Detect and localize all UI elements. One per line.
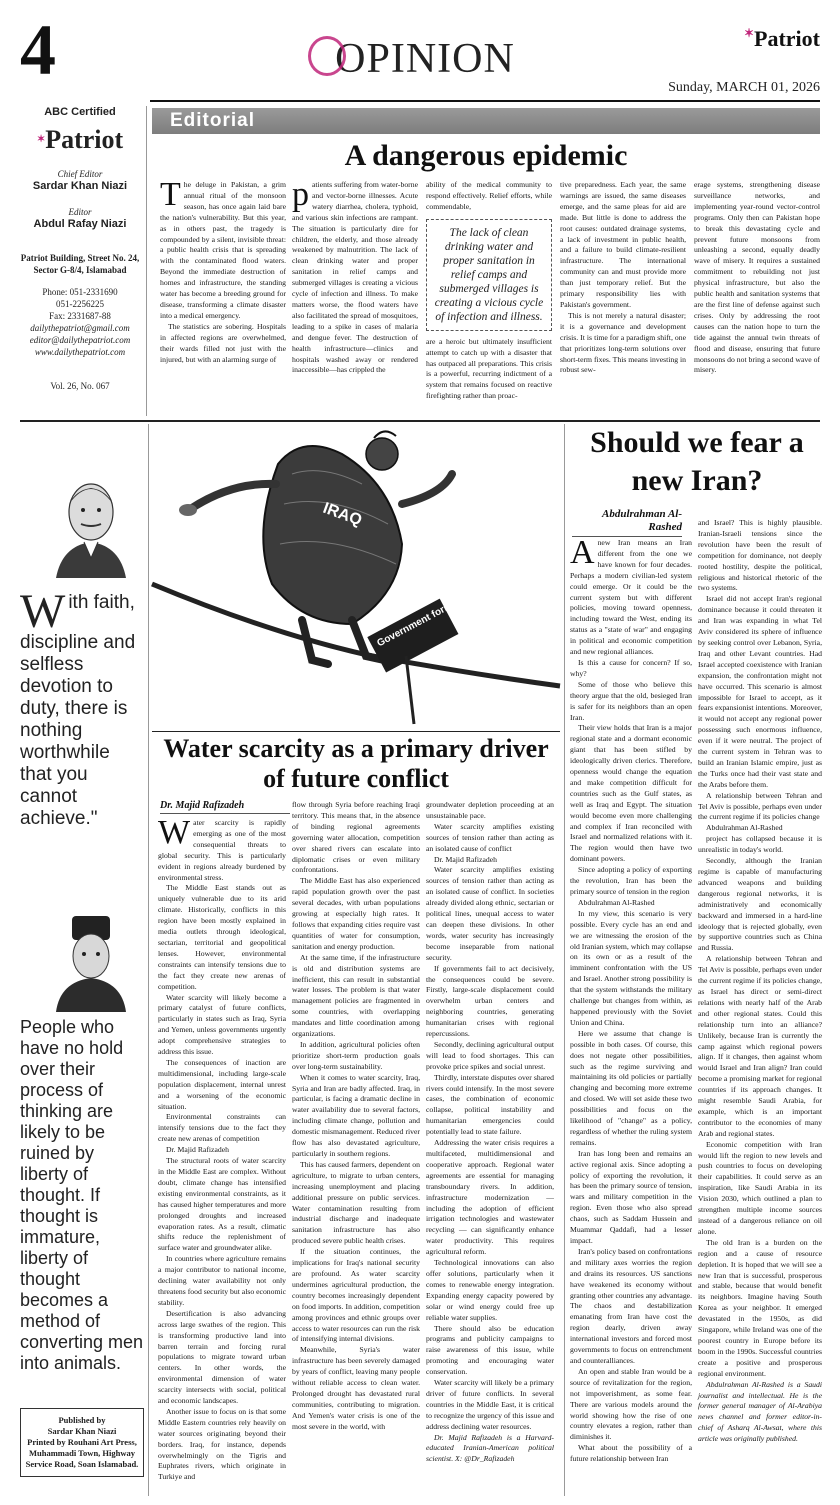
paragraph: When it comes to water scarcity, Iraq, Syria and Iran are badly affected. Iraq, in particular, is facing a dramatic decline in water availability due to several factors, including climate change, pollution and domestic mismanagement. Reduced river flow has also devastated agriculture, particularly in southern regions. (292, 1072, 420, 1158)
paragraph: The consequences of inaction are multidimensional, including large-scale population displacement, internal unrest and a worsening of the economic situation. (158, 1057, 286, 1111)
iran-col-2 (698, 518, 822, 1498)
paragraph: groundwater depletion proceeding at an unsustainable pace. (426, 800, 554, 820)
paragraph: Dr. Majid Rafizadeh (166, 1145, 229, 1155)
brand-mark-icon: ✶ (36, 134, 46, 145)
email1[interactable]: dailythepatriot@gmail.com (30, 323, 130, 333)
column-rule (564, 424, 565, 1496)
water-col-2 (292, 800, 420, 1498)
paragraph: Abdulrahman Al-Rashed (578, 897, 655, 907)
paragraph: In countries where agriculture remains a major contributor to national income, declining water availability not only threatens food security but also economic stability. (158, 1254, 286, 1307)
paragraph: and Israel? This is highly plausible. Iranian-Israeli tensions since the revolution have been the result of competition for dominance, not deeply rooted hostility, despite the political, religious and historical rhetoric of the two systems. (698, 518, 822, 593)
phone: Phone: 051-2331690 (42, 287, 118, 297)
paragraph: What about the possibility of a future relationship between Iran (570, 1443, 692, 1464)
paragraph: Here we assume that change is possible in both cases. Of course, this does not negate other possibilities, such as the regime surviving and maintaining its old policies or partially changing and becoming more extreme and closed. We will set aside these two possibilities and focus on the likelihood of "change" as a policy, regardless of whether the ruling system remains. (570, 1028, 692, 1147)
water-col-1 (158, 814, 286, 1498)
paragraph: Abdulrahman Al-Rashed (706, 823, 783, 833)
printer-info: Printed by Rouhani Art Press, Muhammadi Town, Highway Service Road, Soan Islamabad. (25, 1437, 139, 1469)
editorial-label (152, 108, 820, 134)
editorial-col-2 (292, 176, 418, 416)
paragraph: The Middle East stands out as uniquely vulnerable due to its arid climate. Historically, conflicts in this region have been mostly explained in media outlets through ideological, sectarian, territorial and geopolitical lenses. However, environmental constraints can intensify tensions due to the fact they create new arenas of competition. (158, 883, 286, 991)
paragraph: If the situation continues, the implications for Iraq's national security are profound. As water scarcity undermines agricultural production, the country becomes increasingly dependent on food imports. In addition, competition among provinces and ethnic groups over access to water resources can run the risk of intensifying internal divisions. (292, 1247, 420, 1344)
email2[interactable]: editor@dailythepatriot.com (29, 335, 131, 345)
water-author-bio: Dr. Majid Rafizadeh is a Harvard-educated Iranian-American political scientist. X: @Dr_Rafizadeh (426, 1432, 554, 1464)
paragraph: Economic competition with Iran would lift the region to new levels and push countries to focus on developing their capabilities. It could serve as an inspiration, like Saudi Arabia in its Vision 2030, which outlined a plan to strengthen multiple income sources instead of a dangerous reliance on oil alone. (698, 1139, 822, 1236)
cartoon (152, 424, 560, 730)
column-rule (148, 424, 149, 1496)
paragraph: Technological innovations can also offer solutions, particularly when it comes to renewable energy integration. Expanding energy capacity powered by solar or wind energy could free up reliable water supplies. (426, 1258, 554, 1322)
quote-2 (20, 1017, 144, 1373)
brand-mark-icon: ✶ (743, 26, 755, 40)
cartoon-svg (152, 424, 560, 730)
iran-byline: Abdulrahman Al-Rashed (572, 508, 682, 537)
paragraph: Their view holds that Iran is a major regional state and a dormant economic giant that has been stifled by ideologically driven clerics. Therefore, openness would change the equation and make competition difficult for countries such as the Gulf states, as well as Iraq and Egypt. The situation would become even more challenging and complex if Iran reconciled with Israel and normalized relations with it. The region would then have two dominant powers. (570, 723, 692, 864)
paragraph: Thirdly, interstate disputes over shared rivers could intensify. In the most severe cases, the combination of economic collapse, political instability and humanitarian emergencies could potentially lead to state failure. (426, 1072, 554, 1137)
publisher-box (20, 1408, 144, 1477)
quote-1 (20, 585, 144, 829)
masthead-logo (20, 126, 140, 154)
paragraph: Israel did not accept Iran's regional dominance because it could threaten it and Iran was expanding in what Tel Aviv considered its sphere of influence by seeking control over Lebanon, Syria, Iraq and other Levant countries. Had Israel accepted coexistence with Iranian expansion, the confrontation might not have occurred. This scenario is almost impossible for Israel to accept, as it fears expansionist intentions. Moreover, it would not accept any regional power possessing such enormous influence, even if it were neutral. The project of the current system in Tehran was to build an Iranian Islamic empire, just as the Turks once had their vast state and the Arabs before them. (698, 594, 822, 789)
paragraph: Secondly, although the Iranian regime is capable of manufacturing advanced weapons and building dangerous regional networks, it is administratively and economically backward and immersed in a hard-line ideology that is rejected globally, even by supportive countries such as China and Russia. (698, 856, 822, 953)
address: Patriot Building, Street No. 24, Sector G-8/4, Islamabad (20, 253, 140, 275)
section-accent-circle (308, 36, 346, 76)
paragraph: Water scarcity amplifies existing sources of tension rather than acting as an isolated cause of conflict (426, 821, 554, 853)
phone2: 051-2256225 (56, 299, 104, 309)
paragraph: There should also be education programs and publicity campaigns to raise awareness of this issue, while promoting and encouraging water conservation. (426, 1323, 554, 1377)
chief-editor-label: Chief Editor (57, 169, 103, 179)
paragraph: are a heroic but ultimately insufficient attempt to catch up with a disaster that has outpaced all preparations. This crisis is a powerful, recurring indictment of a system that remains focused on reactive firefighting rather than proac- (426, 336, 552, 401)
article-rule (152, 731, 560, 732)
paragraph: Anew Iran means an Iran different from the one we have known for four decades. Perhaps a modern civilian-led system could emerge. Or it could be the current system but with different policies, moving toward openness, including toward the West, ending its status as a "state of war" and engaging in political and economic competition and new regional alliances. (570, 534, 692, 657)
editorial-col-3 (426, 180, 552, 416)
paragraph: An open and stable Iran would be a source of revitalization for the region, not impoverishment, as some fear. There are various models around the world showing how the rise of one country elevates a region, rather than diminishes it. (570, 1366, 692, 1442)
portrait-2-svg (50, 912, 132, 1012)
paragraph: project has collapsed because it is unrealistic in today's world. (698, 834, 822, 855)
editor-label: Editor (68, 207, 92, 217)
water-col-3 (426, 800, 554, 1498)
paragraph: Is this a cause for concern? If so, why? (570, 657, 692, 678)
paragraph: If governments fail to act decisively, the consequences could be severe. Firstly, large-scale displacement could overwhelm urban centers and neighboring countries, generating humanitarian crises with regional repercussions. (426, 963, 554, 1039)
paragraph: Desertification is also advancing across large swathes of the region. This is transforming productive land into barren terrain and forcing rural populations to migrate toward urban centers. In other words, the environmental dimension of water scarcity intersects with social, political and economic landscapes. (158, 1308, 286, 1406)
section-title-text: OPINION (335, 36, 515, 82)
paragraph: Water scarcity amplifies existing sources of tension rather than acting as an isolated cause of conflict. In societies already divided along ethnic, sectarian or political lines, unequal access to water can deepen these divisions. In other words, water security has increasingly become inseparable from national security. (426, 865, 554, 962)
editorial-col-4 (560, 180, 686, 416)
paragraph: tive preparedness. Each year, the same warnings are issued, the same diseases emerge, and the same pleas for aid are made. But little is done to address the root causes: outdated drainage systems, a lack of investment in public health, and a failure to build climate-resilient infrastructure. The international community can and must provide more than just temporary relief. But the primary responsibility lies with Pakistan's government. (560, 180, 686, 309)
editorial-col-1 (160, 176, 286, 416)
paragraph: At the same time, if the infrastructure is old and distribution systems are inefficient, this can result in substantial water losses. The problem is that water management policies are fragmented in some countries, with overlapping mandates and little coordination among organizations. (292, 952, 420, 1039)
masthead-paper: Patriot (45, 125, 124, 154)
quote-2-text: People who have no hold over their process of thinking are likely to be ruined by liberty of thought. If thought is immature, liberty of thought becomes a method of converting men into animals. (20, 1017, 144, 1373)
paragraph: Meanwhile, Syria's water infrastructure has been severely damaged by years of conflict, leaving many people without reliable access to clean water. Prolonged drought has devastated rural communities, contributing to migration. And Yemen's water crisis is one of the most severe in the world, with (292, 1345, 420, 1431)
paragraph: This is not merely a natural disaster; it is a governance and development crisis. It is time for a paradigm shift, one that prioritizes long-term solutions over short-term fixes. This means investing in robust sew- (560, 310, 686, 375)
header-rule (150, 100, 820, 102)
paragraph: Water scarcity is rapidly emerging as one of the most consequential threats to global security. This is particularly evident in regions already burdened by environmental stress. (158, 814, 286, 882)
cartoon-figure-label: IRAQ (320, 499, 365, 530)
portrait-2 (50, 912, 132, 1012)
paragraph: Secondly, declining agricultural output will lead to food shortages. This can provoke price spikes and social unrest. (426, 1039, 554, 1071)
paragraph: Iran has long been and remains an active regional axis. Since adopting a policy of exporting the revolution, it has been the primary source of tension, wars and military competition in the region. Even those who also spread chaos, such as Saddam Hussein and Muammar Qaddafi, had a lesser impact. (570, 1148, 692, 1245)
chief-editor: Sardar Khan Niazi (32, 180, 128, 192)
section-rule (20, 420, 820, 422)
water-byline: Dr. Majid Rafizadeh (160, 800, 290, 814)
editor: Abdul Rafay Niazi (33, 218, 127, 230)
header-date: Sunday, MARCH 01, 2026 (668, 80, 820, 95)
paragraph: A relationship between Tehran and Tel Aviv is possible, perhaps even under the current regime if its policies change (698, 790, 822, 822)
iran-col-1 (570, 534, 692, 1498)
paragraph: Some of those who believe this theory argue that the old, besieged Iran is safer for its neighbors than an open Iran. (570, 679, 692, 722)
publisher-name: Sardar Khan Niazi (47, 1426, 117, 1436)
paragraph: This has caused farmers, dependent on agriculture, to migrate to urban centers, increasing unemployment and placing additional pressure on public services. Water contamination resulting from industrial discharge and inadequate sanitation infrastructure has also produced severe public health crises. (292, 1159, 420, 1246)
editorial-label-text: Editorial (170, 110, 256, 131)
volume: Vol. 26, No. 067 (50, 381, 110, 391)
paragraph: Environmental constraints can intensify tensions due to the fact they create new arenas of competition (158, 1112, 286, 1144)
paragraph: The deluge in Pakistan, a grim annual ritual of the monsoon season, has once again laid bare the nation's vulnerability. But this year, as in others past, the tragedy is compounded by a silent, invisible threat: a public health crisis that is spreading with the contaminated flood waters. Beyond the immediate destruction of homes and infrastructure, the standing water has become a breeding ground for disease, transforming a climate disaster into a medical emergency. (160, 176, 286, 320)
column-rule (146, 106, 147, 416)
header-brand (744, 26, 820, 52)
paragraph: Water scarcity will likely become a primary catalyst of future conflicts, particularly in states such as Iraq, Syria and Yemen, unless governments urgently adopt comprehensive strategies to address this issue. (158, 992, 286, 1057)
editorial-col-5 (694, 180, 820, 416)
iran-author-bio: Abdulrahman Al-Rashed is a Saudi journalist and intellectual. He is the former general manager of Al-Arabiya news channel and former editor-in-chief of Asharq Al-Awsat, where this article was originally published. (698, 1379, 822, 1444)
paragraph: Iran's policy based on confrontations and military axes worries the region and drains its resources. US sanctions have weakened its economy without granting other countries any advantage. The chaos and destabilization emanating from Iran have cost the region dearly, driven away international investors and forced most governments to focus on entrenchment and counteralliances. (570, 1246, 692, 1365)
cartoon-sign-text: Government formation (375, 588, 476, 650)
paragraph: The statistics are sobering. Hospitals in affected regions are overwhelmed, their wards filled not just with the injured, but with an alarming surge of (160, 321, 286, 364)
paragraph: A relationship between Tehran and Tel Aviv is possible, perhaps even under the current regime if its policies change, as Israel has direct or semi-direct relations with nearly half of the Arab and other regional states. Could this relationship turn into an alliance? Unlikely, because Iran is currently the camp against which regional powers align. If it changes, then against whom would Israel and Iran align? Iran could become a promising market for regional countries if its approach changes. It might resemble Saudi Arabia, for example, which is an important contributor to the economies of many Arab and regional states. (698, 954, 822, 1138)
fax: Fax: 2331687-88 (49, 311, 111, 321)
portrait-1 (48, 468, 134, 578)
water-title: Water scarcity as a primary driver of future conflict (163, 734, 549, 793)
website-link[interactable]: www.dailythepatriot.com (34, 347, 126, 357)
paragraph: Since adopting a policy of exporting the revolution, Iran has been the primary source of tension in the region (570, 865, 692, 896)
publisher-label: Published by (58, 1415, 106, 1425)
page-number: 4 (20, 10, 56, 90)
paragraph: In addition, agricultural policies often prioritize short-term production goals over long-term sustainability. (292, 1039, 420, 1071)
paragraph: flow through Syria before reaching Iraqi territory. This means that, in the absence of binding regional agreements governing water allocation, competition over shared rivers can escalate into diplomatic crises or even military confrontations. (292, 800, 420, 875)
paragraph: ability of the medical community to respond effectively. Relief efforts, while commendable, (426, 180, 552, 211)
quote-1-text: ith faith, discipline and selfless devotion to duty, there is nothing worthwhile that you cannot achieve." (20, 592, 136, 829)
header-brand-text: Patriot (754, 26, 820, 51)
abc-certified: ABC Certified (44, 106, 116, 118)
paragraph: erage systems, strengthening disease surveillance networks, and implementing year-round vector-control programs. Only then can Pakistan hope to break this devastating cycle and prevent future monsoons from unleashing a second, equally deadly wave of misery. It requires a sustained commitment to rebuilding not just physical infrastructure, but also the public health and sanitation systems that are the first line of defense against such crises. Only by addressing the root causes can the nation hope to turn the tide against the annual twin threats of flood and disease, ensuring that future monsoons do not bring a second wave of misery. (694, 180, 820, 375)
iran-title: Should we fear a new Iran? (590, 426, 804, 497)
paragraph: Addressing the water crisis requires a multifaceted, multidimensional and cooperative approach. Regional water agreements are essential for managing transboundary rivers. In addition, infrastructure modernization — including the adoption of efficient irrigation technologies and wastewater recycling — can significantly enhance water productivity. This requires agricultural reform. (426, 1138, 554, 1257)
paragraph: In my view, this scenario is very possible. Every cycle has an end and we are witnessing the erosion of the old Iranian system, which may collapse on its own or as a result of the imminent confrontation with the US and Israel. Another strong possibility is that the system withstands the military challenge but changes from within, as happened previously with the Soviet Union and China. (570, 908, 692, 1027)
paragraph: Another issue to focus on is that some Middle Eastern countries rely heavily on water sources originating beyond their borders. Iraq, for instance, depends overwhelmingly on the Tigris and Euphrates rivers, which originate in Turkiye and (158, 1406, 286, 1482)
paragraph: The structural roots of water scarcity in the Middle East are complex. Without doubt, climate change has intensified existing environmental constraints, as it has caused higher temperatures and more prolonged droughts and increased evaporation rates. As a result, climatic shifts reduce the replenishment of surface water and groundwater alike. (158, 1156, 286, 1253)
paragraph: Water scarcity will likely be a primary driver of future conflicts. In several countries in the Middle East, it is critical to recognize the urgency of this issue and address declining water resources. (426, 1378, 554, 1431)
paragraph: The Middle East has also experienced rapid population growth over the past several decades, with urban populations growing at especially high rates. It follows that expanding cities require vast quantities of water for consumption, sanitation and energy production. (292, 876, 420, 951)
editorial-title: A dangerous epidemic (344, 139, 628, 172)
paragraph: The old Iran is a burden on the region and a cause of resource depletion. It is hoped that we will see a new Iran that is successful, prosperous and stable, because that would benefit its neighbors. Imagine having South Korea as your neighbor. It emerged devastated in the 1950s, as did Singapore, while Ireland was one of the poorest country in Europe before its boom in the 1990s. Successful countries create a positive and prosperous regional environment. (698, 1237, 822, 1378)
portrait-1-svg (48, 468, 134, 578)
masthead (20, 106, 140, 392)
editorial-pull-quote: The lack of clean drinking water and proper sanitation in relief camps and submerged villages is creating a vicious cycle of infection and illness. (426, 219, 552, 331)
quote-1-dropcap: W (20, 585, 66, 638)
paragraph: patients suffering from water-borne and vector-borne illnesses. Acute watery diarrhea, cholera, typhoid, and various skin infections are rampant. The situation is particularly dire for children, the elderly, and those already weakened by malnutrition. The lack of clean drinking water and proper sanitation in relief camps and submerged villages is creating a vicious cycle of infection and illness. To make matters worse, the flood waters have also facilitated the spread of mosquitoes, leading to a spike in cases of malaria and dengue fever. The destruction of health infrastructure—clinics and hospitals washed away or rendered inaccessible—has crippled the (292, 176, 418, 375)
paragraph: Dr. Majid Rafizadeh (434, 854, 497, 864)
